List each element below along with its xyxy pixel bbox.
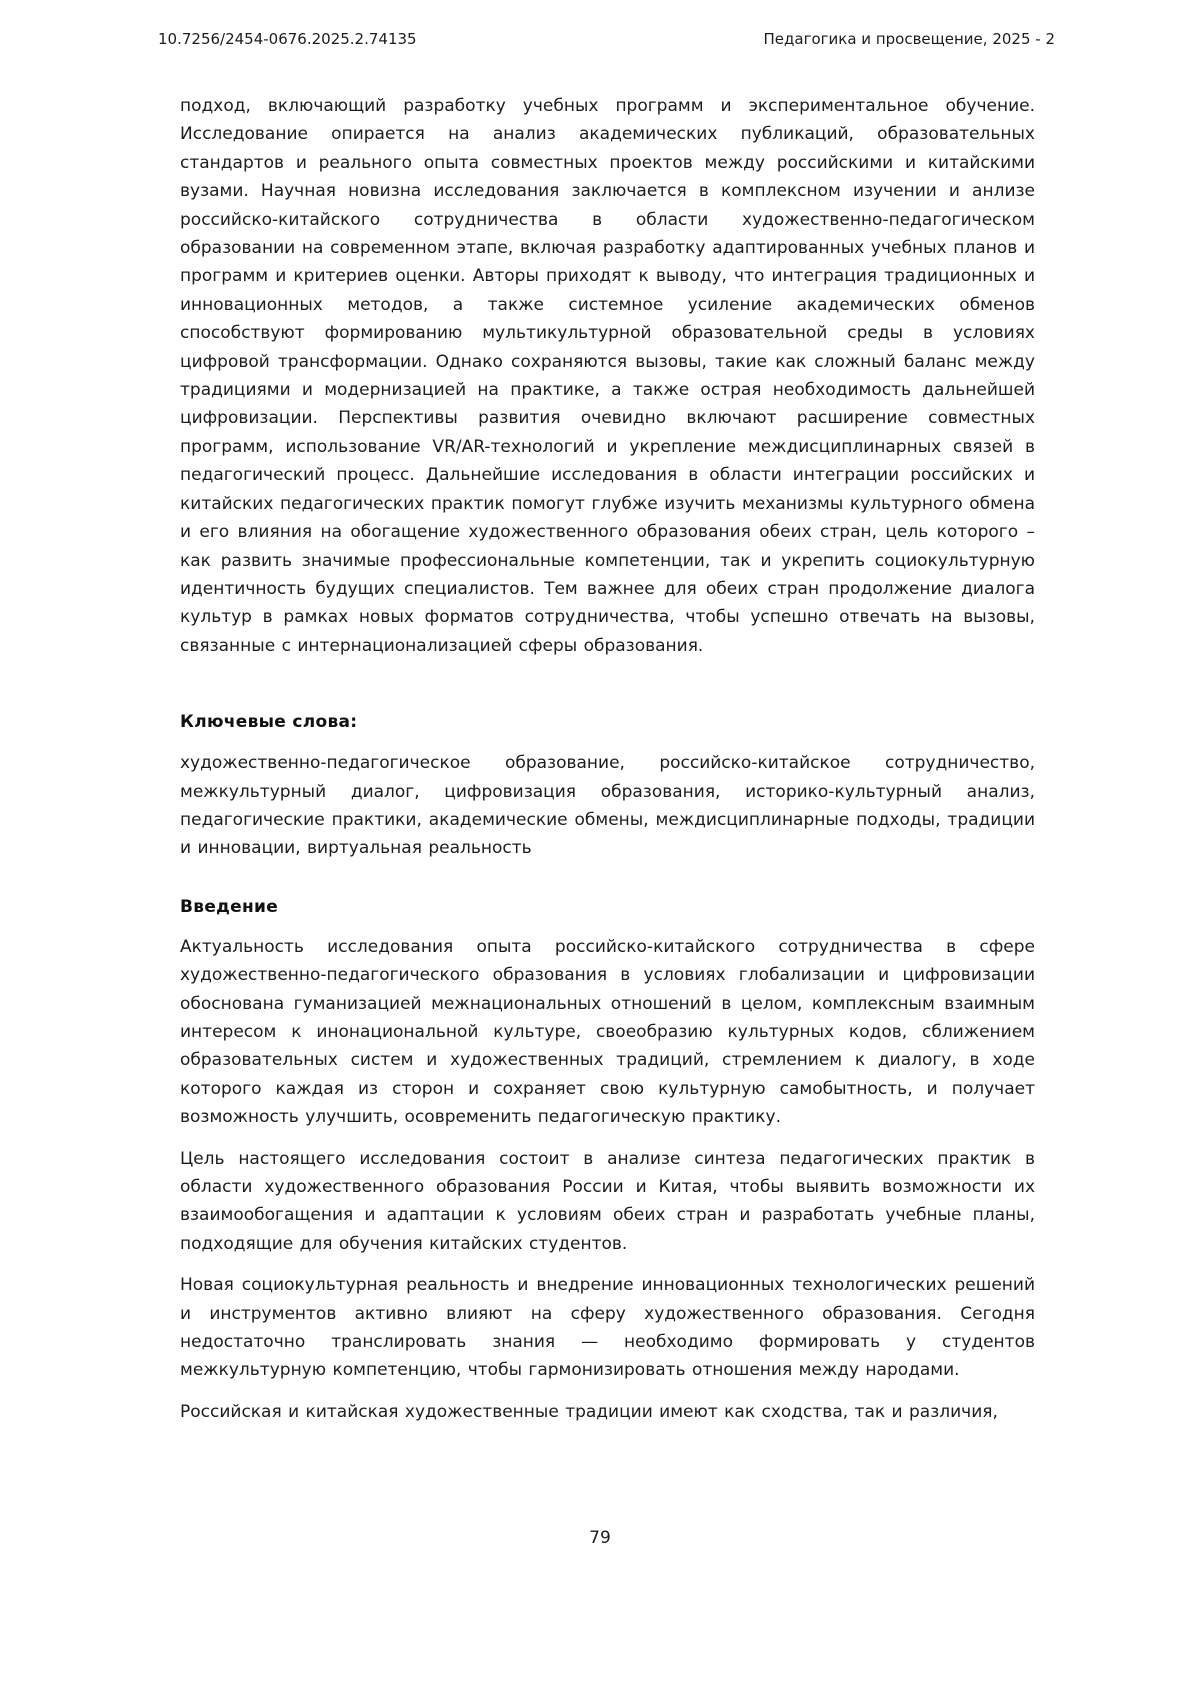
doi-text: 10.7256/2454-0676.2025.2.74135 [158, 30, 417, 48]
page-body [180, 92, 1035, 1426]
page-footer [0, 1528, 1200, 1548]
keywords-text: художественно-педагогическое образование, российско-китайское сотрудничество, межкультурный диалог, цифровизация образования, историко-культурный анализ, педагогические практики, академические обмены, междисциплинарные подходы, традиции и инновации, виртуальная реальность [180, 753, 1035, 859]
page-number: 79 [589, 1528, 611, 1548]
introduction-paragraph-2: Цель настоящего исследования состоит в анализе синтеза педагогических практик в области художественного образования России и Китая, чтобы выявить возможности их взаимообогащения и адаптации к условиям обеих стран и разработать учебные планы, подходящие для обучения китайских студентов. [180, 1148, 1035, 1254]
introduction-paragraph-4: Российская и китайская художественные традиции имеют как сходства, так и различия, [180, 1401, 998, 1422]
introduction-paragraph-1: Актуальность исследования опыта российско-китайского сотрудничества в сфере художественно-педагогического образования в условиях глобализации и цифровизации обоснована гуманизацией межнациональных отношений в целом, комплексным взаимным интересом к инонациональной культуре, своеобразию культурных кодов, сближением образовательных систем и художественных традиций, стремлением к диалогу, в ходе которого каждая из сторон и сохраняет свою культурную самобытность, и получает возможность улучшить, осовременить педагогическую практику. [180, 936, 1035, 1128]
page-header [158, 30, 1055, 48]
abstract-continuation-paragraph: подход, включающий разработку учебных программ и экспериментальное обучение. Исследование опирается на анализ академических публикаций, образовательных стандартов и реального опыта совместных проектов между российскими и китайскими вузами. Научная новизна исследования заключается в комплексном изучении и анлизе российско-китайского сотрудничества в области художественно-педагогическом образовании на современном этапе, включая разработку адаптированных учебных планов и программ и критериев оценки. Авторы приходят к выводу, что интеграция традиционных и инновационных методов, а также системное усиление академических обменов способствуют формированию мультикультурной образовательной среды в условиях цифровой трансформации. Однако сохраняются вызовы, такие как сложный баланс между традициями и модернизацией на практике, а также острая необходимость дальнейшей цифровизации. Перспективы развития очевидно включают расширение совместных программ, использование VR/AR-технологий и укрепление междисциплинарных связей в педагогический процесс. Дальнейшие исследования в области интеграции российских и китайских педагогических практик помогут глубже изучить механизмы культурного обмена и его влияния на обогащение художественного образования обеих стран, цель которого – как развить значимые профессиональные компетенции, так и укрепить социокультурную идентичность будущих специалистов. Тем важнее для обеих стран продолжение диалога культур в рамках новых форматов сотрудничества, чтобы успешно отвечать на вызовы, связанные с интернационализацией сферы образования. [180, 96, 1035, 656]
keywords-heading: Ключевые слова: [180, 712, 358, 733]
introduction-paragraph-3: Новая социокультурная реальность и внедрение инновационных технологических решений и инструментов активно влияют на сферу художественного образования. Сегодня недостаточно транслировать знания — необходимо формировать у студентов межкультурную компетенцию, чтобы гармонизировать отношения между народами. [180, 1275, 1035, 1381]
journal-title: Педагогика и просвещение, 2025 - 2 [763, 30, 1055, 48]
introduction-heading: Введение [180, 896, 279, 917]
